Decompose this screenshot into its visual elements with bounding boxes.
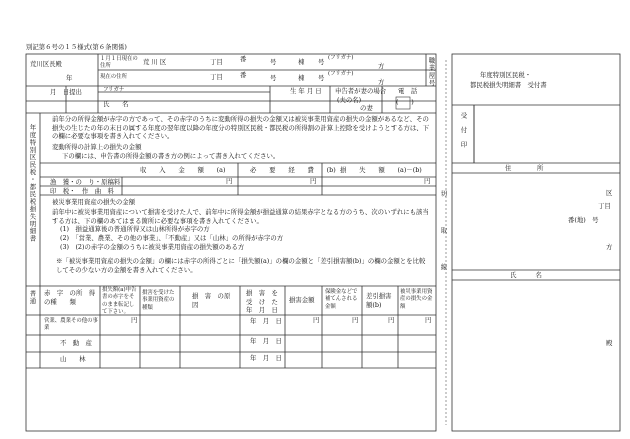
row1-yen: 円 bbox=[131, 316, 138, 324]
receipt-name-header: 氏 名 bbox=[510, 271, 542, 279]
go-label-2: 号 bbox=[270, 74, 277, 82]
row2-date: 年 月 日 bbox=[250, 337, 282, 345]
katagaki-label-2: 方 bbox=[378, 78, 385, 86]
ward-office: 荒川区長殿 bbox=[30, 60, 62, 68]
header-loss-a: 損失額(a)申告書の赤字をそのまま転記して下さい。 bbox=[102, 287, 137, 315]
var-row-2: 印 税・ 作 曲 料 bbox=[50, 187, 114, 195]
husband-label: (夫の名) bbox=[337, 96, 362, 104]
row1-damage-yen: 円 bbox=[313, 316, 320, 324]
row-real-estate: 不 動 産 bbox=[60, 339, 92, 347]
header-damage: 損害金額 bbox=[289, 296, 315, 304]
row1-ins-yen: 円 bbox=[352, 316, 359, 324]
col-loss: 損 失 額 (a)－(b) bbox=[340, 166, 422, 174]
disaster-item-3: (3) (2)の赤字の金額のうちに被災事業用資産の損失額のある方 bbox=[60, 243, 245, 251]
phone-paren: ( ) bbox=[396, 98, 414, 106]
disaster-item-1: (1) 損益通算後の普通所得又は山林所得が赤字の方 bbox=[60, 225, 210, 233]
ward-name: 荒 川 区 bbox=[143, 58, 167, 66]
cut-line-label: 切 取 線 bbox=[439, 190, 448, 282]
header-date: 損 害 を受 け た年 月 日 bbox=[246, 289, 278, 315]
receipt-stamp-label: 受付印 bbox=[459, 112, 468, 156]
furigana-label-2: (フリガナ) bbox=[328, 71, 354, 77]
chome-label-2: 丁目 bbox=[210, 73, 223, 81]
left-vertical-title: 年度特別区民税・都民税損失明細書 bbox=[28, 124, 37, 243]
mune-label-2: 棟 bbox=[298, 74, 305, 82]
yago-label: 屋号 bbox=[427, 72, 436, 87]
header-cause: 損 害 の原 因 bbox=[192, 292, 250, 309]
phone-label: 電 話 bbox=[398, 87, 418, 95]
receipt-ku: 区 bbox=[606, 189, 613, 197]
receipt-address-header: 住 所 bbox=[505, 164, 544, 172]
receipt-kata: 方 bbox=[606, 243, 613, 251]
furigana-label: (フリガナ) bbox=[328, 55, 354, 61]
ban-label-2: 番 bbox=[240, 71, 247, 79]
room-label: 号 bbox=[318, 58, 325, 66]
header-final: 被災事業用資産の損失の金額 bbox=[400, 289, 433, 310]
col-expense: 必 要 経 費 (b) bbox=[250, 166, 336, 174]
row3-date: 年 月 日 bbox=[250, 354, 282, 362]
mune-label: 棟 bbox=[298, 58, 305, 66]
header-insurance: 保険金などで補てんされる金額 bbox=[325, 289, 358, 310]
receipt-title-2: 都民税損失明細書 受付書 bbox=[470, 81, 547, 89]
form-id: 別記第６号の１５様式(第６条関係) bbox=[26, 43, 127, 51]
header-net: 差引損害額(b) bbox=[366, 292, 392, 309]
receipt-ban: 番(地) 号 bbox=[568, 216, 599, 224]
ban-label: 番 bbox=[240, 55, 247, 63]
current-address-label: 現在の住所 bbox=[100, 74, 127, 80]
year-label: 年 bbox=[66, 74, 73, 82]
yen-2: 円 bbox=[310, 177, 317, 185]
occupation-label: 職業 bbox=[427, 57, 436, 72]
disaster-item-2: (2) 「営業、農業、その他の事業」、「不動産」又は「山林」の所得が赤字の方 bbox=[60, 234, 284, 242]
spouse-label: 申告者が妻の場合 bbox=[335, 87, 387, 95]
birth-label: 生 年 月 日 bbox=[290, 87, 322, 95]
col-income: 収 入 金 額 (a) bbox=[140, 166, 226, 174]
go-label: 号 bbox=[270, 58, 277, 66]
disaster-note: ※「被災事業用資産の損失の金額」の欄には赤字の所得ごとに「損失額(a)」の欄の金額と「差引損害額(b)」の欄の金額とを比較してその少ない方の金額を書き入れてください。 bbox=[56, 257, 426, 274]
row1-date: 年 月 日 bbox=[250, 317, 282, 325]
chome-label: 丁目 bbox=[210, 58, 223, 66]
header-asset-type: 損害を受けた事業用資産の種類 bbox=[142, 290, 175, 311]
wife-label: の妻 bbox=[360, 104, 373, 112]
disaster-title: 被災事業用資産の損失の金額 bbox=[52, 198, 136, 206]
jan1-address-label: １月１日現在の住所 bbox=[100, 56, 138, 70]
header-income-type: 赤 字 の所 得 の種 類 bbox=[44, 289, 102, 306]
intro-paragraph: 前年分の所得金額が赤字の方であって、その赤字のうちに変動所得の損失の金額又は被災事業用資産の損失の金額があるなど、その損失の生じたの年の末日の属する年度の翌年度以降の年度分の特別区民税・都民税の所得割の計算上控除を受けようとする方は、下の欄に必要な事項を書き入れてください。 bbox=[52, 115, 430, 141]
yen-1: 円 bbox=[226, 177, 233, 185]
katagaki-label: 方 bbox=[378, 62, 385, 70]
disaster-paragraph: 前年中に被災事業用資産について損害を受けた人で、前年中に所得金額が損益通算の結果赤字となる方のうち、次のいずれにも該当する方は、下の欄のあてはまる箇所に必要な事項を書き入れてください。 bbox=[52, 208, 429, 225]
row-forest: 山 林 bbox=[60, 355, 86, 363]
room-label-2: 号 bbox=[318, 74, 325, 82]
row1-net-yen: 円 bbox=[388, 316, 395, 324]
var-row-1: 漁 獲・の り・原稿料 bbox=[50, 178, 121, 186]
receipt-chome: 丁目 bbox=[598, 202, 611, 210]
receipt-title-1: 年度特別区民税・ bbox=[480, 71, 532, 79]
side-label: 普通 bbox=[28, 290, 37, 305]
row-business: 営業、農業その他の事 業 bbox=[44, 318, 109, 332]
yen-3: 円 bbox=[424, 177, 431, 185]
date-submitted: 月 日提出 bbox=[50, 88, 82, 96]
furigana-row-label: フリガナ bbox=[103, 87, 125, 93]
section1-title: 変動所得の計算上の損失の金額 bbox=[52, 143, 142, 151]
section1-note: 下の欄には、申告書の所得金額の書き方の例によって書き入れてください。 bbox=[62, 152, 280, 160]
receipt-dono: 殿 bbox=[606, 339, 613, 347]
row1-final-yen: 円 bbox=[425, 316, 432, 324]
name-label: 氏 名 bbox=[103, 100, 129, 108]
